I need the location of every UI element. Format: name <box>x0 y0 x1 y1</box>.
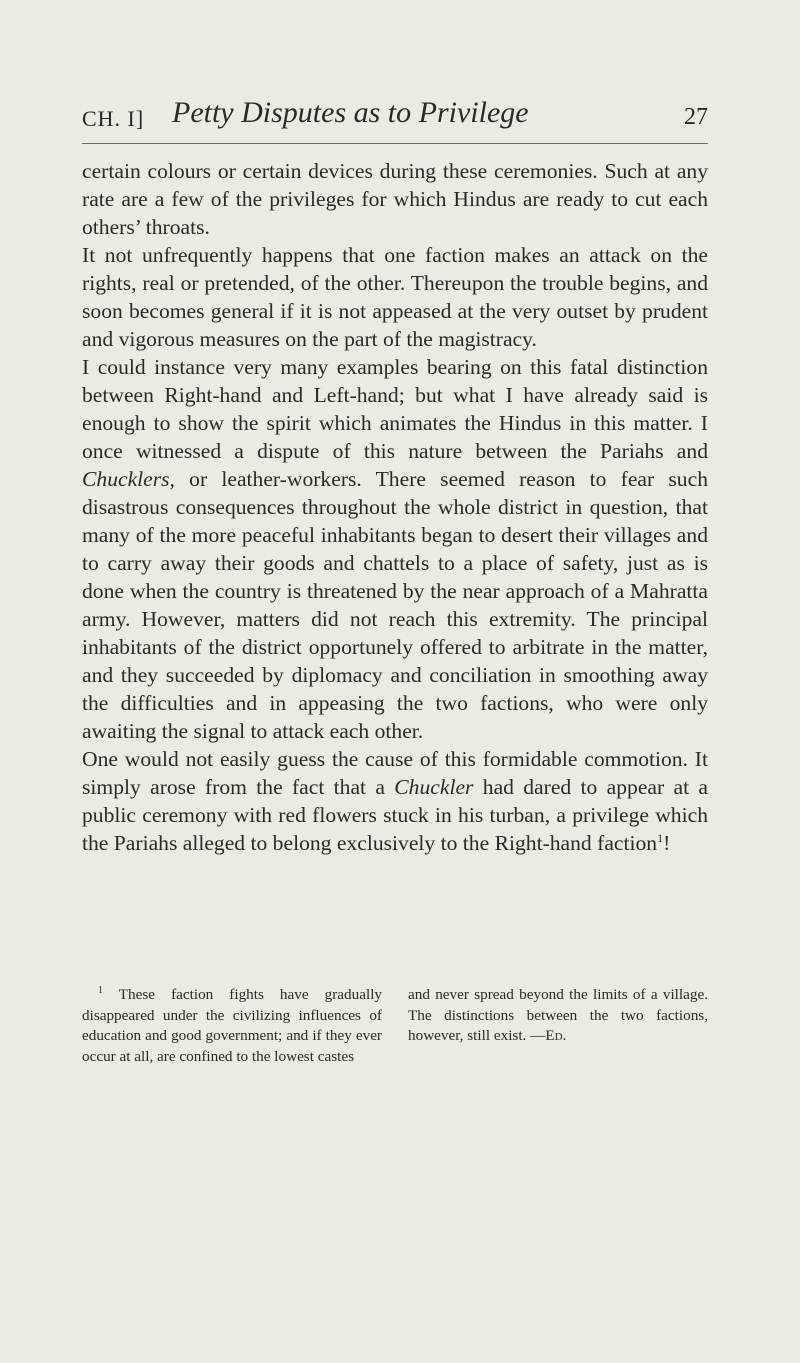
paragraph-4 <box>82 745 708 857</box>
page-number: 27 <box>684 104 708 130</box>
chapter-label: CH. I] <box>82 106 145 131</box>
paragraph-4-end: ! <box>663 831 671 855</box>
editor-mark: Ed. <box>545 1027 567 1044</box>
paragraph-1: certain colours or certain devices during these ceremonies. Such at any rate are a few of the privileges for which Hindus are ready to cut each others’ throats. <box>82 159 708 239</box>
footnote-left-text: These faction fights have gradually disappeared under the civilizing influences of education and good government; and if they ever occur at all, are confined to the lowest castes <box>82 986 383 1065</box>
header-rule <box>82 143 708 144</box>
running-header <box>82 96 708 136</box>
paragraph-4-part-a: One would not easily guess the cause of this formidable commotion. It simply arose from the fact that a <box>82 747 708 799</box>
running-title: Petty Disputes as to Privilege <box>172 96 529 129</box>
paragraph-2: It not unfrequently happens that one faction makes an attack on the rights, real or pretended, of the other. Thereupon the trouble begins, and soon becomes general if it is not appeased at the very outset by prudent and vigorous measures on the part of the magistracy. <box>82 243 708 351</box>
footnote <box>82 985 708 1067</box>
chuckler-term: Chuckler <box>394 775 474 799</box>
footnote-right-text: and never spread beyond the limits of a village. The distinctions between the two factions, however, still exist. — <box>408 986 708 1044</box>
chucklers-term: Chucklers, <box>82 467 175 491</box>
paragraph-3-part-a: I could instance very many examples bearing on this fatal distinction between Right-hand and Left-hand; but what I have already said is enough to show the spirit which animates the Hindus in this matter. I once witnessed a dispute of this nature between the Pariahs and <box>82 355 708 463</box>
footnote-reference: 1 <box>657 830 664 845</box>
body-text <box>82 157 708 857</box>
footnote-left-column <box>82 985 382 1067</box>
paragraph-4-part-b: had dared to appear at a public ceremony with red flowers stuck in his turban, a privilege which the Pariahs alleged to belong exclusively to the Right-hand faction <box>82 775 708 855</box>
paragraph-3-part-b: or leather-workers. There seemed reason to fear such disastrous consequences throughout the whole district in question, that many of the more peaceful inhabitants began to desert their villages and to carry away their goods and chattels to a place of safety, just as is done when the country is threatened by the near approach of a Mahratta army. However, matters did not reach this extremity. The principal inhabitants of the district opportunely offered to arbitrate in the matter, and they succeeded by diplomacy and conciliation in smoothing away the difficulties and in appeasing the two factions, who were only awaiting the signal to attack each other. <box>82 467 708 743</box>
footnote-right-column <box>408 985 708 1067</box>
footnote-mark: 1 <box>98 984 103 996</box>
paragraph-3 <box>82 353 708 745</box>
